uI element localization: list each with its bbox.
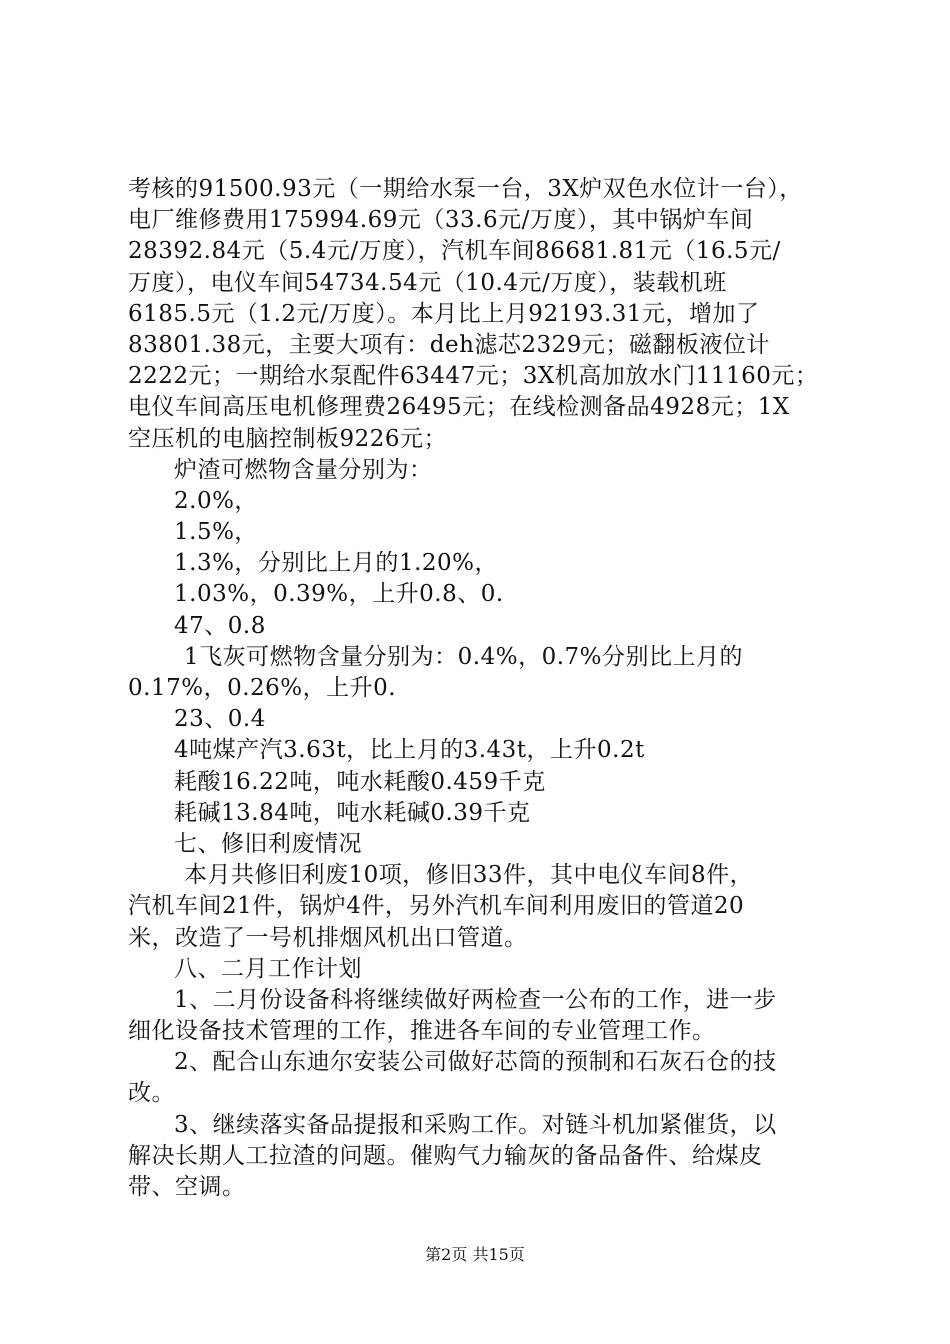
text-line: 1飞灰可燃物含量分别为：0.4%，0.7%分别比上月的 <box>184 643 743 670</box>
text-line: 23、0.4 <box>174 706 266 733</box>
text-line: 本月共修旧利废10项，修旧33件，其中电仪车间8件， <box>184 862 754 889</box>
text-line: 1、二月份设备科将继续做好两检查一公布的工作，进一步 <box>174 986 777 1013</box>
text-line: 2、配合山东迪尔安装公司做好芯筒的预制和石灰石仓的技 <box>174 1049 777 1076</box>
text-line: 空压机的电脑控制板9226元； <box>128 425 448 452</box>
text-line: 电仪车间高压电机修理费26495元；在线检测备品4928元；1X <box>128 394 790 421</box>
document-body <box>128 174 838 1203</box>
text-line: 耗酸16.22吨，吨水耗酸0.459千克 <box>174 768 546 795</box>
text-line: 1.03%，0.39%，上升0.8、0. <box>174 581 504 608</box>
text-line: 83801.38元，主要大项有：deh滤芯2329元；磁翻板液位计 <box>128 331 770 358</box>
text-line: 带、空调。 <box>128 1174 246 1200</box>
section-heading: 八、二月工作计划 <box>174 955 362 982</box>
text-line: 耗碱13.84吨，吨水耗碱0.39千克 <box>174 799 531 826</box>
text-line: 汽机车间21件，锅炉4件，另外汽机车间利用废旧的管道20 <box>128 893 745 920</box>
text-line: 解决长期人工拉渣的问题。催购气力输灰的备品备件、给煤皮 <box>128 1142 763 1169</box>
text-line: 细化设备技术管理的工作，推进各车间的专业管理工作。 <box>128 1018 716 1045</box>
text-line: 1.3%，分别比上月的1.20%， <box>174 550 498 577</box>
text-line: 炉渣可燃物含量分别为： <box>174 456 433 483</box>
text-line: 2222元；一期给水泵配件63447元；3X机高加放水门11160元； <box>128 363 819 390</box>
text-line: 47、0.8 <box>174 612 266 639</box>
text-line: 1.5%， <box>174 519 258 546</box>
text-line: 0.17%，0.26%，上升0. <box>128 675 397 701</box>
text-line: 万度），电仪车间54734.54元（10.4元/万度），装载机班 <box>128 269 727 296</box>
text-line: 28392.84元（5.4元/万度），汽机车间86681.81元（16.5元/ <box>128 238 781 265</box>
text-line: 2.0%， <box>174 487 258 514</box>
section-heading: 七、修旧利废情况 <box>174 830 362 857</box>
text-line: 改。 <box>128 1080 175 1107</box>
text-line: 米，改造了一号机排烟风机出口管道。 <box>128 924 528 951</box>
text-line: 3、继续落实备品提报和采购工作。对链斗机加紧催货，以 <box>174 1111 777 1138</box>
text-line: 考核的91500.93元（一期给水泵一台，3X炉双色水位计一台）， <box>128 176 803 202</box>
page-footer: 第2页 共15页 <box>425 1245 525 1264</box>
text-line: 6185.5元（1.2元/万度）。本月比上月92193.31元，增加了 <box>128 300 760 327</box>
text-line: 4吨煤产汽3.63t，比上月的3.43t，上升0.2t <box>174 737 645 764</box>
text-line: 电厂维修费用175994.69元（33.6元/万度），其中锅炉车间 <box>128 207 754 234</box>
